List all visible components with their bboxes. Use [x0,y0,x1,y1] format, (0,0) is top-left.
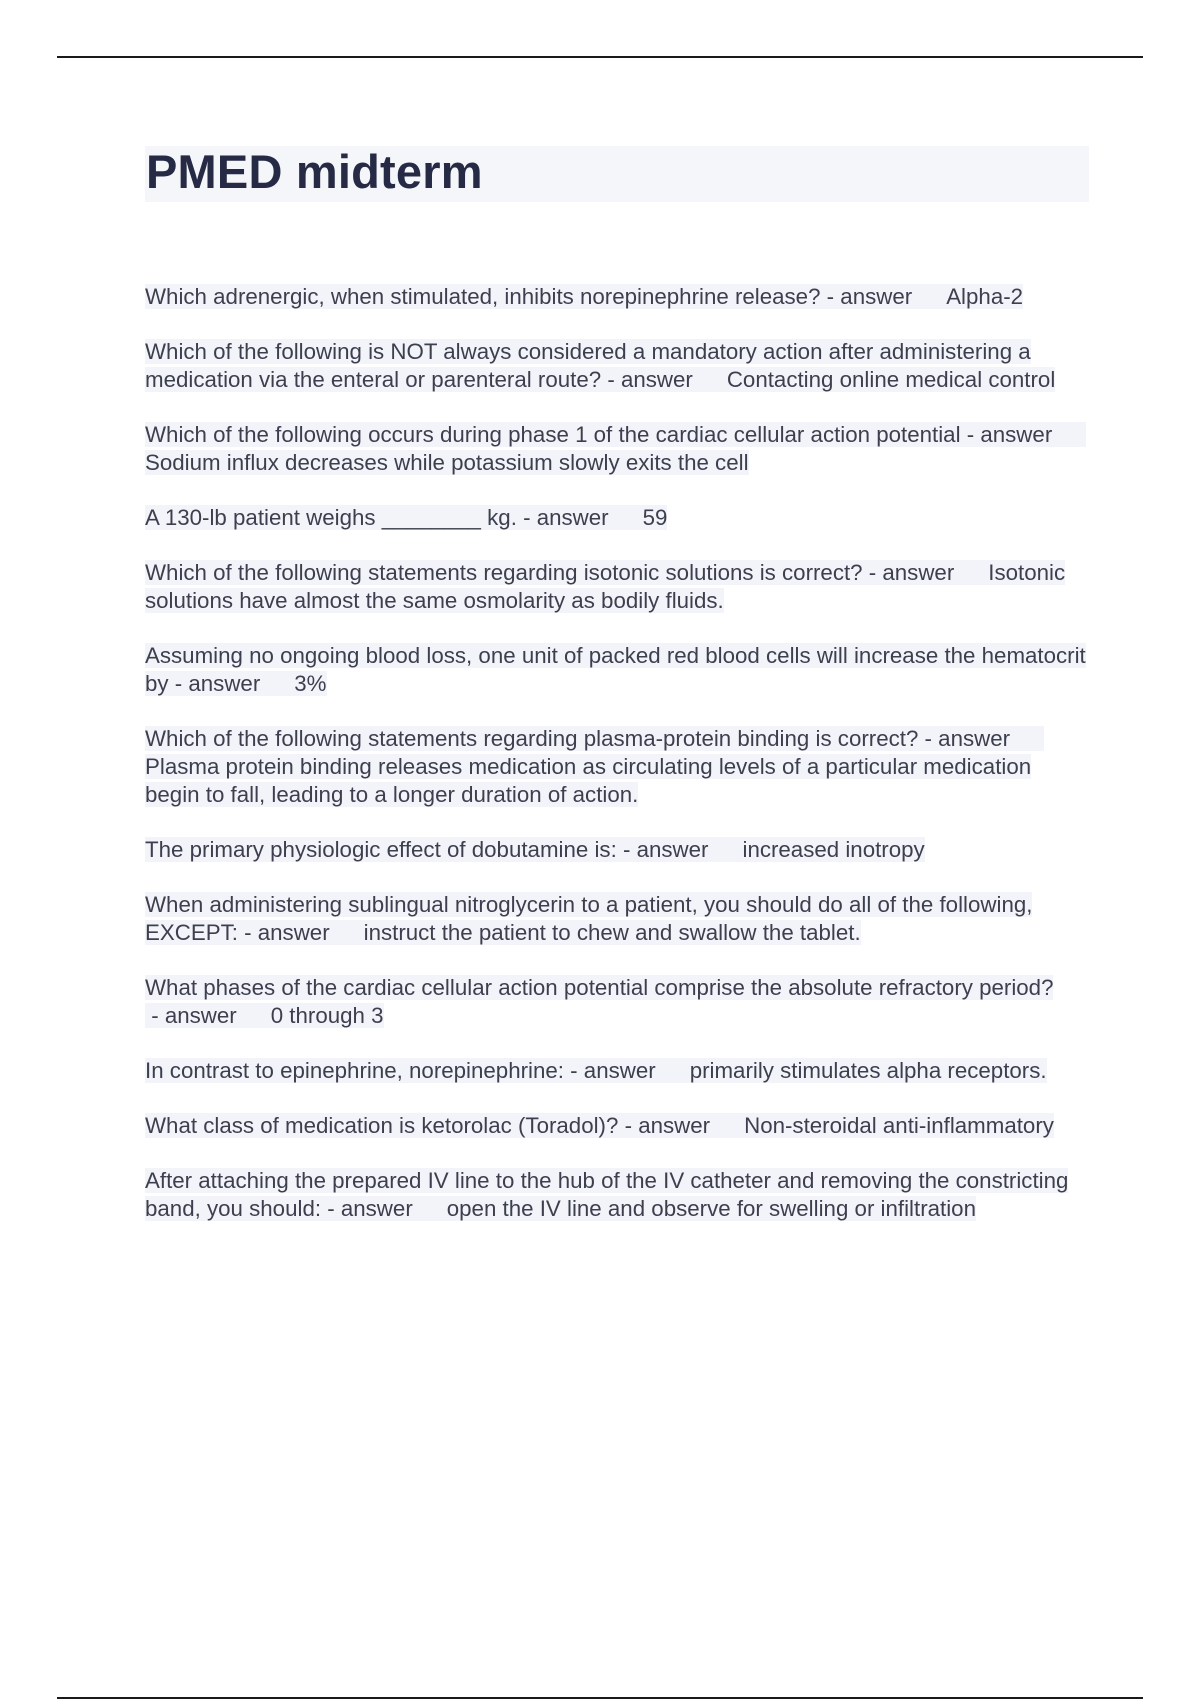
question-text: What class of medication is ketorolac (Toradol)? [145,1113,619,1138]
qa-item [145,1057,1090,1085]
answer-text: 0 through 3 [270,1003,384,1028]
answer-separator: - answer [321,1196,413,1221]
question-text: Which of the following is NOT always considered a mandatory action after administering a medication via the enteral or parenteral route? [145,339,1031,392]
qa-item [145,421,1090,477]
answer-text: Isotonic solutions have almost the same osmolarity as bodily fluids. [145,560,1066,613]
answer-text: increased inotropy [742,837,925,862]
answer-separator: - answer [145,1003,237,1028]
answer-separator: - answer [168,671,261,696]
answer-separator: - answer [820,284,913,309]
answer-text: Sodium influx decreases while potassium slowly exits the cell [145,450,749,475]
qa-item [145,338,1090,394]
question-text: What phases of the cardiac cellular action potential comprise the absolute refractory period? [145,975,1054,1000]
qa-item [145,642,1090,698]
answer-separator: - answer [601,367,693,392]
answer-text: Non-steroidal anti-inflammatory [744,1113,1054,1138]
question-text: In contrast to epinephrine, norepinephrine: [145,1058,564,1083]
question-text: Assuming no ongoing blood loss, one unit of packed red blood cells will increase the hematocrit by [145,643,1086,696]
answer-separator: - answer [918,726,1011,751]
answer-text: open the IV line and observe for swelling or infiltration [446,1196,976,1221]
question-text: Which of the following statements regarding isotonic solutions is correct? [145,560,863,585]
qa-list [145,283,1090,1250]
question-text: After attaching the prepared IV line to the hub of the IV catheter and removing the constricting band, you should: [145,1168,1069,1221]
answer-text: Alpha-2 [946,284,1024,309]
question-text: Which adrenergic, when stimulated, inhibits norepinephrine release? [145,284,821,309]
answer-separator: - answer [618,1113,711,1138]
answer-text: Contacting online medical control [726,367,1056,392]
answer-separator: - answer [960,422,1053,447]
qa-item [145,504,1090,532]
question-text: The primary physiologic effect of dobutamine is: [145,837,617,862]
qa-item [145,836,1090,864]
answer-text: 59 [642,505,668,530]
question-text: A 130-lb patient weighs ________ kg. [145,505,517,530]
qa-item [145,974,1090,1030]
document-title: PMED midterm [146,145,483,198]
answer-separator: - answer [862,560,955,585]
answer-text: 3% [294,671,327,696]
qa-item [145,891,1090,947]
answer-separator: - answer [237,920,330,945]
question-text: Which of the following statements regarding plasma-protein binding is correct? [145,726,919,751]
qa-item [145,559,1090,615]
answer-text: instruct the patient to chew and swallow the tablet. [363,920,861,945]
footer-rule [57,1697,1143,1699]
answer-separator: - answer [616,837,709,862]
qa-item [145,725,1090,809]
answer-text: Plasma protein binding releases medication as circulating levels of a particular medication begin to fall, leading to a longer duration of action. [145,754,1032,807]
question-text: When administering sublingual nitroglycerin to a patient, you should do all of the following, EXCEPT: [145,892,1033,945]
answer-text: primarily stimulates alpha receptors. [689,1058,1047,1083]
question-text: Which of the following occurs during phase 1 of the cardiac cellular action potential [145,422,961,447]
answer-separator: - answer [516,505,609,530]
qa-item [145,1167,1090,1223]
qa-item [145,283,1090,311]
header-rule [57,56,1143,58]
answer-separator: - answer [563,1058,656,1083]
qa-item [145,1112,1090,1140]
